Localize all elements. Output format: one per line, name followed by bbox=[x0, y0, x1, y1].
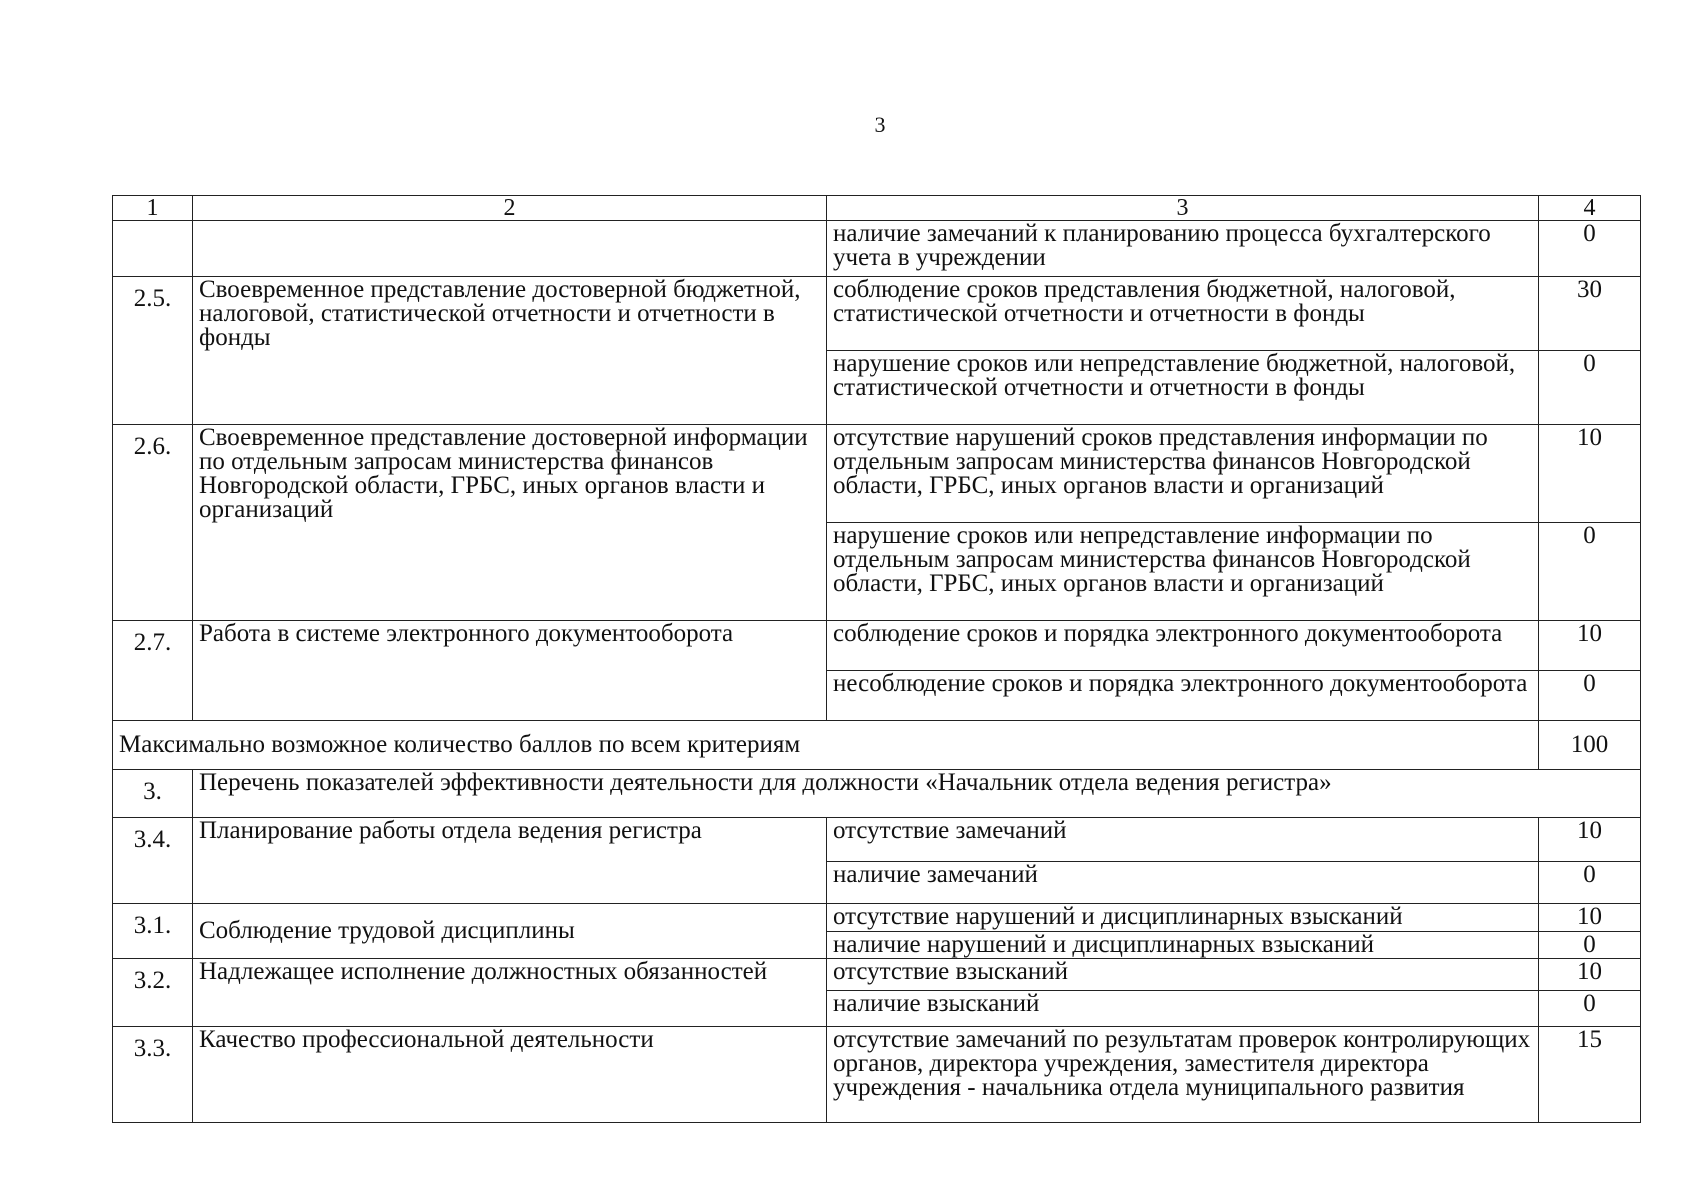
section-title: Перечень показателей эффективности деятельности для должности «Начальник отдела ведения регистра» bbox=[193, 770, 1641, 818]
score-cell: 0 bbox=[1539, 862, 1641, 904]
table-row bbox=[113, 425, 1641, 523]
number-cell: 3.3. bbox=[113, 1027, 193, 1123]
number-cell: 3.1. bbox=[113, 904, 193, 959]
score-cell: 30 bbox=[1539, 277, 1641, 351]
number-cell: 2.6. bbox=[113, 425, 193, 621]
condition-cell: соблюдение сроков представления бюджетной, налоговой, статистической отчетности и отчетности в фонды bbox=[827, 277, 1539, 351]
criterion-cell: Своевременное представление достоверной бюджетной, налоговой, статистической отчетности и отчетности в фонды bbox=[193, 277, 827, 425]
condition-cell: нарушение сроков или непредставление информации по отдельным запросам министерства финансов Новгородской области, ГРБС, иных органов власти и организаций bbox=[827, 523, 1539, 621]
header-col-2: 2 bbox=[193, 196, 827, 221]
table-row bbox=[113, 818, 1641, 862]
score-cell: 10 bbox=[1539, 959, 1641, 991]
condition-cell: отсутствие взысканий bbox=[827, 959, 1539, 991]
score-cell: 10 bbox=[1539, 904, 1641, 932]
total-label: Максимально возможное количество баллов по всем критериям bbox=[113, 721, 1539, 770]
page-number: 3 bbox=[874, 112, 886, 137]
number-cell: 3.4. bbox=[113, 818, 193, 904]
table-row bbox=[113, 959, 1641, 991]
condition-cell: отсутствие нарушений сроков представления информации по отдельным запросам министерства финансов Новгородской области, ГРБС, иных органов власти и организаций bbox=[827, 425, 1539, 523]
condition-cell: несоблюдение сроков и порядка электронного документооборота bbox=[827, 671, 1539, 721]
table-header-row bbox=[113, 196, 1641, 221]
score-cell: 10 bbox=[1539, 621, 1641, 671]
table-row bbox=[113, 621, 1641, 671]
header-col-1: 1 bbox=[113, 196, 193, 221]
criterion-cell: Работа в системе электронного документооборота bbox=[193, 621, 827, 721]
score-cell: 0 bbox=[1539, 523, 1641, 621]
score-cell: 0 bbox=[1539, 991, 1641, 1027]
section-number: 3. bbox=[113, 770, 193, 818]
condition-cell: соблюдение сроков и порядка электронного документооборота bbox=[827, 621, 1539, 671]
condition-cell: наличие замечаний bbox=[827, 862, 1539, 904]
condition-cell: отсутствие нарушений и дисциплинарных взысканий bbox=[827, 904, 1539, 932]
score-cell: 0 bbox=[1539, 671, 1641, 721]
criterion-cell: Своевременное представление достоверной информации по отдельным запросам министерства финансов Новгородской области, ГРБС, иных органов власти и организаций bbox=[193, 425, 827, 621]
criterion-cell: Надлежащее исполнение должностных обязанностей bbox=[193, 959, 827, 1027]
number-cell: 2.5. bbox=[113, 277, 193, 425]
table-row bbox=[113, 277, 1641, 351]
condition-cell: отсутствие замечаний bbox=[827, 818, 1539, 862]
number-cell: 2.7. bbox=[113, 621, 193, 721]
table-row bbox=[113, 1027, 1641, 1123]
total-score: 100 bbox=[1539, 721, 1641, 770]
table-row bbox=[113, 221, 1641, 277]
section-row bbox=[113, 770, 1641, 818]
score-cell: 10 bbox=[1539, 818, 1641, 862]
score-cell: 0 bbox=[1539, 221, 1641, 277]
score-cell: 0 bbox=[1539, 351, 1641, 425]
criterion-cell: Соблюдение трудовой дисциплины bbox=[193, 904, 827, 959]
number-cell bbox=[113, 221, 193, 277]
condition-cell: нарушение сроков или непредставление бюджетной, налоговой, статистической отчетности и отчетности в фонды bbox=[827, 351, 1539, 425]
condition-cell: наличие замечаний к планированию процесса бухгалтерского учета в учреждении bbox=[827, 221, 1539, 277]
header-col-4: 4 bbox=[1539, 196, 1641, 221]
score-cell: 10 bbox=[1539, 425, 1641, 523]
condition-cell: наличие взысканий bbox=[827, 991, 1539, 1027]
criterion-cell: Качество профессиональной деятельности bbox=[193, 1027, 827, 1123]
condition-cell: отсутствие замечаний по результатам проверок контролирующих органов, директора учреждения, заместителя директора учреждения - начальника отдела муниципального развития bbox=[827, 1027, 1539, 1123]
score-cell: 0 bbox=[1539, 932, 1641, 959]
total-row bbox=[113, 721, 1641, 770]
criterion-cell: Планирование работы отдела ведения регистра bbox=[193, 818, 827, 904]
table-row bbox=[113, 904, 1641, 932]
condition-cell: наличие нарушений и дисциплинарных взысканий bbox=[827, 932, 1539, 959]
criteria-table bbox=[112, 195, 1641, 1123]
criterion-cell bbox=[193, 221, 827, 277]
header-col-3: 3 bbox=[827, 196, 1539, 221]
number-cell: 3.2. bbox=[113, 959, 193, 1027]
score-cell: 15 bbox=[1539, 1027, 1641, 1123]
